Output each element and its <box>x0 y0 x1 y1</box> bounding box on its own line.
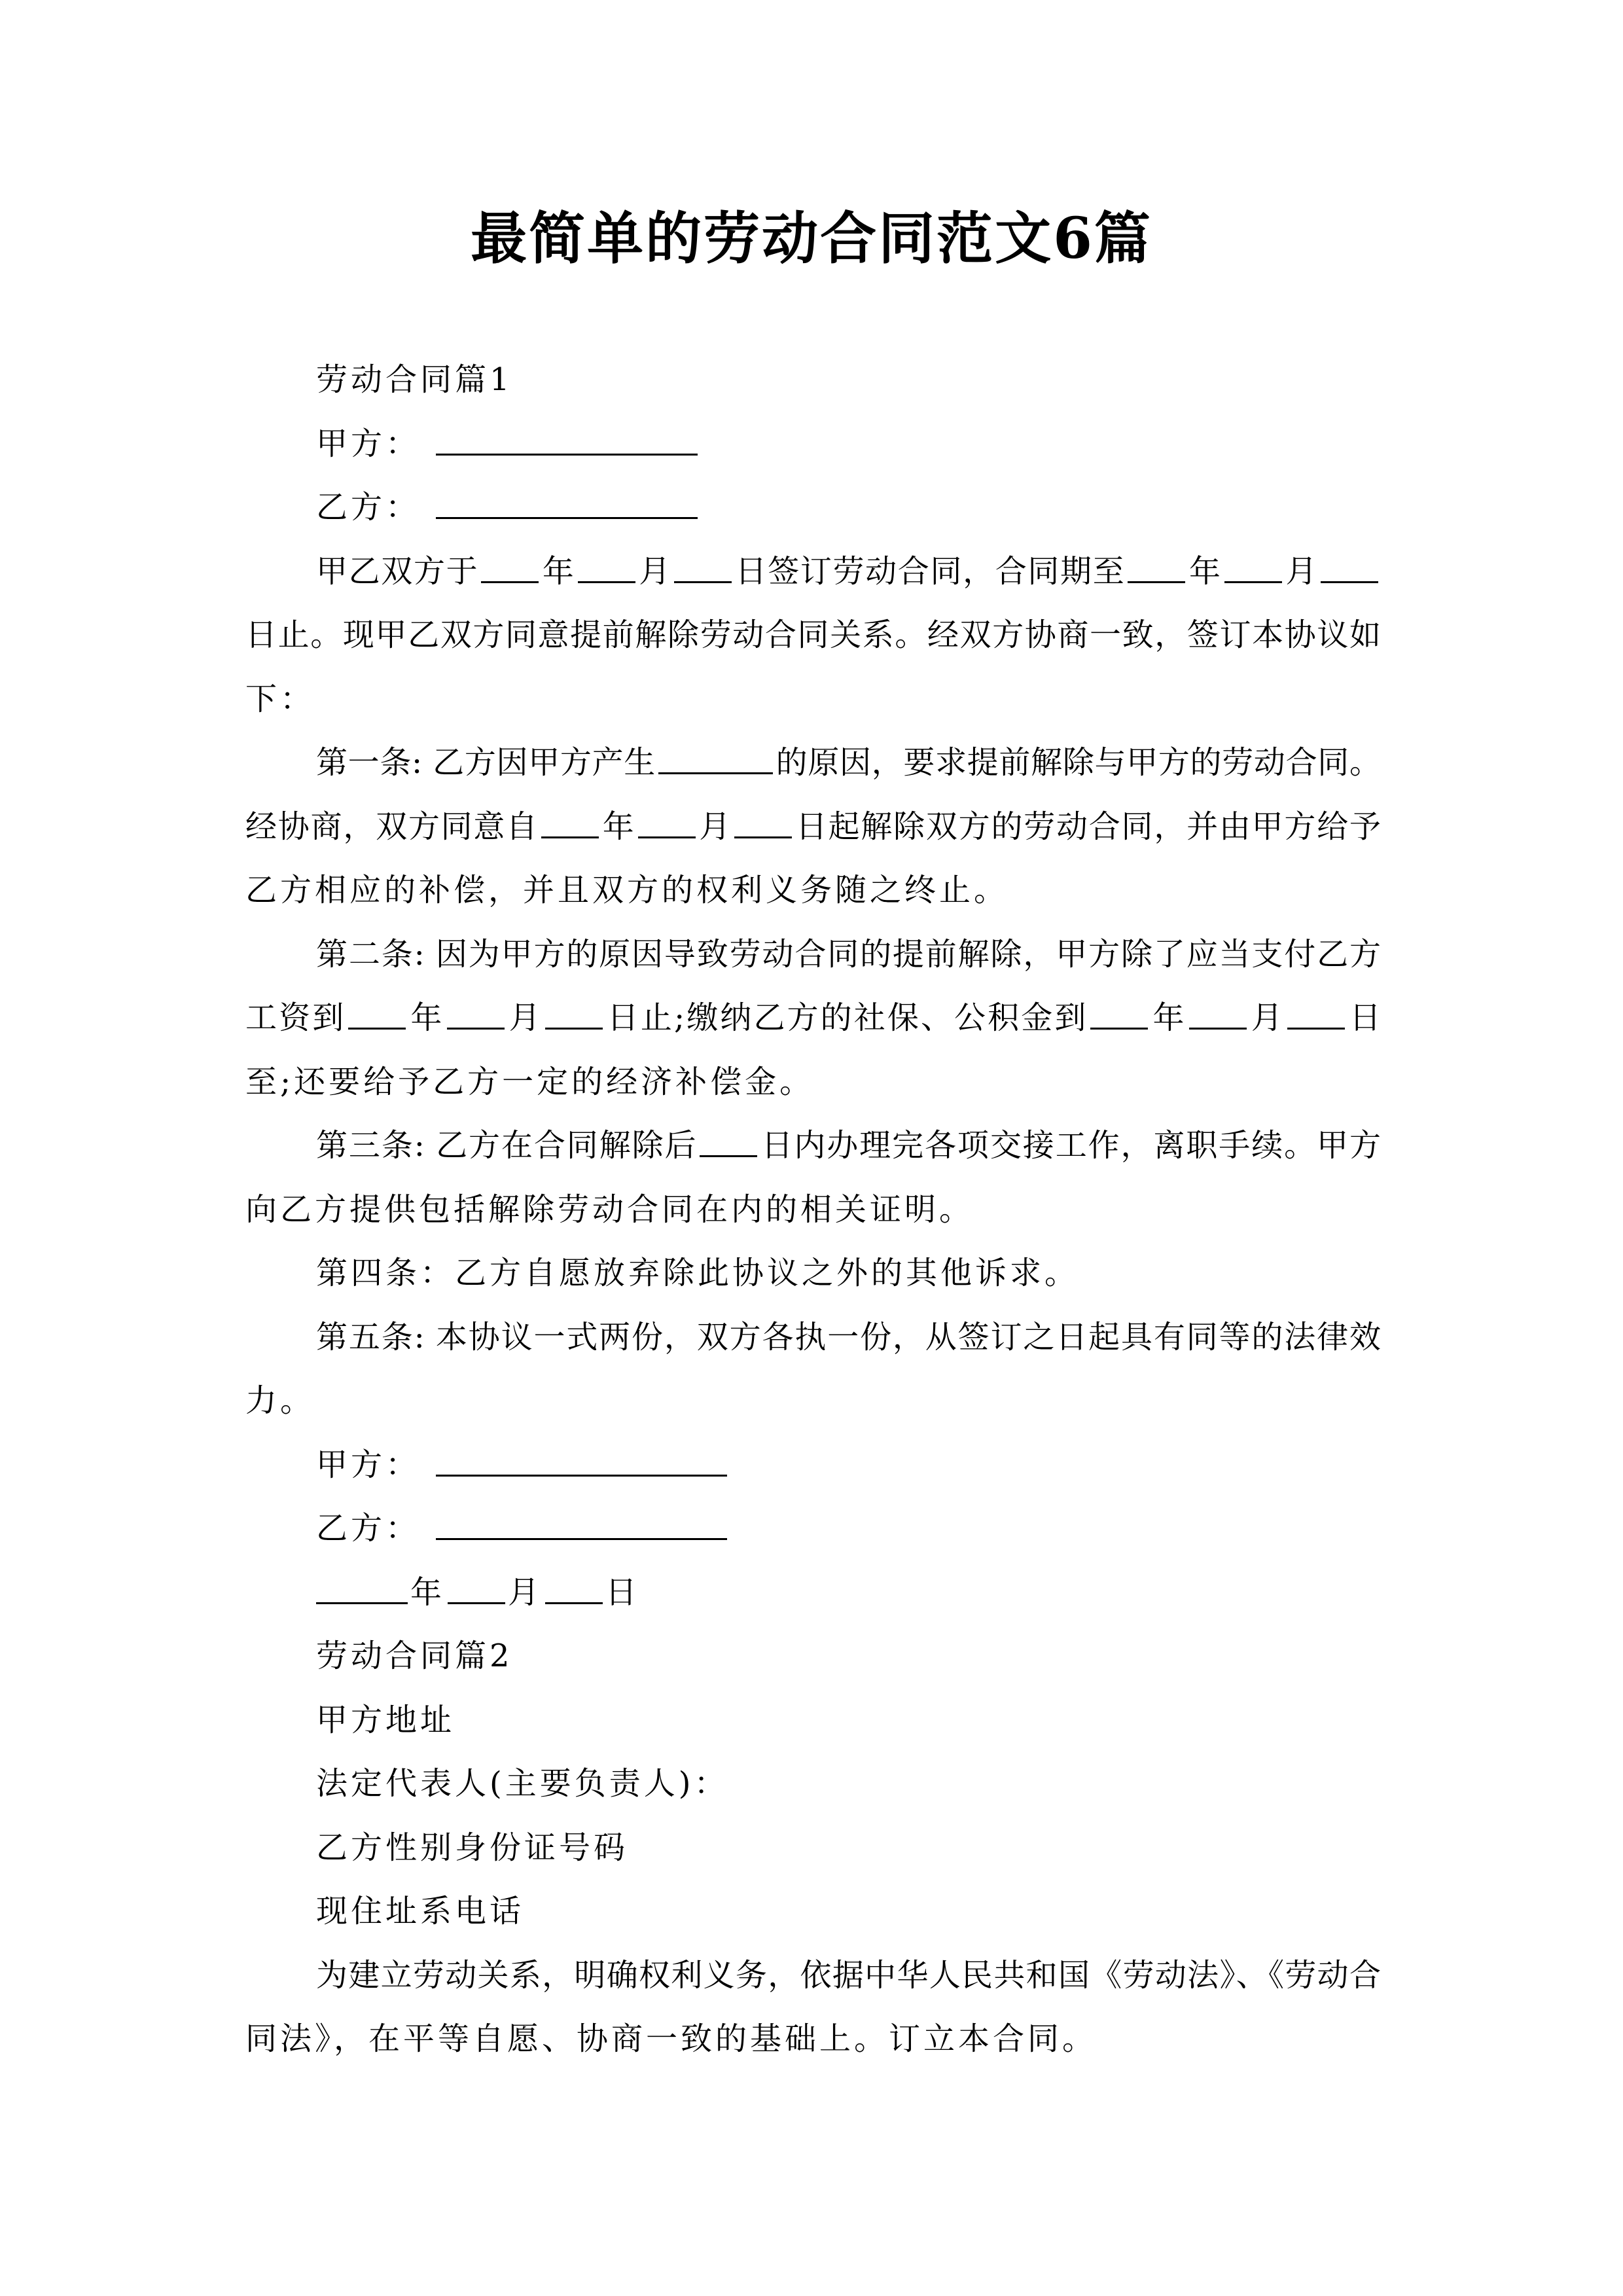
signature-party-b <box>245 1502 1381 1566</box>
article-1-line <box>245 736 1381 800</box>
article-5-line: 力。 <box>245 1382 315 1419</box>
month-blank <box>448 1602 505 1604</box>
signature-party-a <box>245 1439 1381 1503</box>
day-blank <box>1287 1028 1345 1030</box>
text-span: 月 <box>1284 552 1318 590</box>
party-b-signature-blank <box>436 1538 727 1540</box>
year-blank <box>481 581 539 583</box>
preamble-line: 同法》，在平等自愿、协商一致的基础上。订立本合同。 <box>245 2020 1097 2057</box>
party-a-label: 甲方： <box>316 1446 421 1483</box>
year-blank <box>541 836 599 838</box>
document-body <box>245 353 1381 2077</box>
residence-phone-field: 现住址系电话 <box>316 1893 525 1929</box>
article-2-line: 至;还要给予乙方一定的经济补偿金。 <box>245 1063 815 1100</box>
month-blank <box>1224 581 1282 583</box>
days-blank <box>700 1155 757 1157</box>
document-title: 最简单的劳动合同范文6篇 <box>471 206 1152 272</box>
month-blank <box>638 836 696 838</box>
year-blank <box>316 1602 408 1604</box>
legal-representative-field: 法定代表人(主要负责人)： <box>316 1765 729 1802</box>
text-span: 经协商，双方同意自 <box>245 808 539 845</box>
text-span: 工资到 <box>245 999 346 1036</box>
year-blank <box>348 1028 406 1030</box>
month-blank <box>578 581 635 583</box>
article-1-line: 乙方相应的补偿，并且双方的权利义务随之终止。 <box>245 872 1009 908</box>
text-span: 第一条: 乙方因甲方产生 <box>316 744 656 781</box>
text-span: 日内办理完各项交接工作，离职手续。甲方 <box>760 1127 1381 1164</box>
day-blank <box>1321 581 1378 583</box>
intro-paragraph-line: 下： <box>245 680 315 717</box>
day-blank <box>734 836 792 838</box>
text-span: 日签订劳动合同，合同期至 <box>734 552 1126 590</box>
party-a-signature-blank <box>436 1475 727 1477</box>
text-span: 年 <box>1150 999 1186 1036</box>
section-heading: 劳动合同篇2 <box>316 1638 513 1674</box>
article-2-line: 第二条: 因为甲方的原因导致劳动合同的提前解除，甲方除了应当支付乙方 <box>316 935 1381 973</box>
text-span: 日 <box>1347 999 1381 1036</box>
reason-blank <box>658 772 773 774</box>
article-3-line <box>245 1119 1381 1183</box>
month-blank <box>447 1028 505 1030</box>
text-span: 年 <box>541 552 575 590</box>
text-span: 月 <box>698 808 732 845</box>
article-2-line <box>245 992 1381 1056</box>
year-blank <box>1128 581 1185 583</box>
year-blank <box>1090 1028 1148 1030</box>
text-span: 月 <box>637 552 671 590</box>
day-blank <box>674 581 732 583</box>
article-3-line: 向乙方提供包括解除劳动合同在内的相关证明。 <box>245 1191 974 1228</box>
day-blank <box>545 1602 603 1604</box>
article-5-line: 第五条: 本协议一式两份，双方各执一份，从签订之日起具有同等的法律效 <box>316 1318 1381 1355</box>
party-b-blank <box>436 517 698 519</box>
year-label: 年 <box>410 1573 446 1611</box>
text-span: 月 <box>1249 999 1285 1036</box>
intro-paragraph-line <box>245 545 1381 609</box>
text-span: 年 <box>408 999 444 1036</box>
party-b-field <box>245 481 1381 545</box>
article-1-line <box>245 800 1381 865</box>
text-span: 日止;缴纳乙方的社保、公积金到 <box>605 999 1088 1036</box>
text-span: 月 <box>507 999 543 1036</box>
text-span: 日起解除双方的劳动合同，并由甲方给予 <box>794 808 1381 845</box>
day-blank <box>545 1028 603 1030</box>
month-label: 月 <box>508 1573 543 1611</box>
month-blank <box>1189 1028 1247 1030</box>
employee-info-field: 乙方性别身份证号码 <box>316 1829 629 1866</box>
signature-date <box>245 1566 1381 1630</box>
day-label: 日 <box>605 1573 641 1611</box>
section-heading: 劳动合同篇1 <box>316 361 513 398</box>
preamble-line: 为建立劳动关系，明确权利义务，依据中华人民共和国《劳动法》、《劳动合 <box>316 1956 1381 1994</box>
text-span: 年 <box>1188 552 1222 590</box>
employer-address-field: 甲方地址 <box>316 1701 455 1738</box>
text-span: 的原因，要求提前解除与甲方的劳动合同。 <box>775 744 1381 781</box>
party-a-blank <box>436 454 698 456</box>
text-span: 甲乙双方于 <box>316 552 479 590</box>
party-b-label: 乙方： <box>316 1510 421 1547</box>
party-a-field <box>245 418 1381 482</box>
party-a-label: 甲方： <box>316 425 421 462</box>
text-span: 第三条: 乙方在合同解除后 <box>316 1127 698 1164</box>
article-4-line: 第四条：乙方自愿放弃除此协议之外的其他诉求。 <box>316 1255 1080 1291</box>
intro-paragraph-line: 日止。现甲乙双方同意提前解除劳动合同关系。经双方协商一致，签订本协议如 <box>245 617 1381 653</box>
text-span: 年 <box>601 808 635 845</box>
party-b-label: 乙方： <box>316 489 421 526</box>
